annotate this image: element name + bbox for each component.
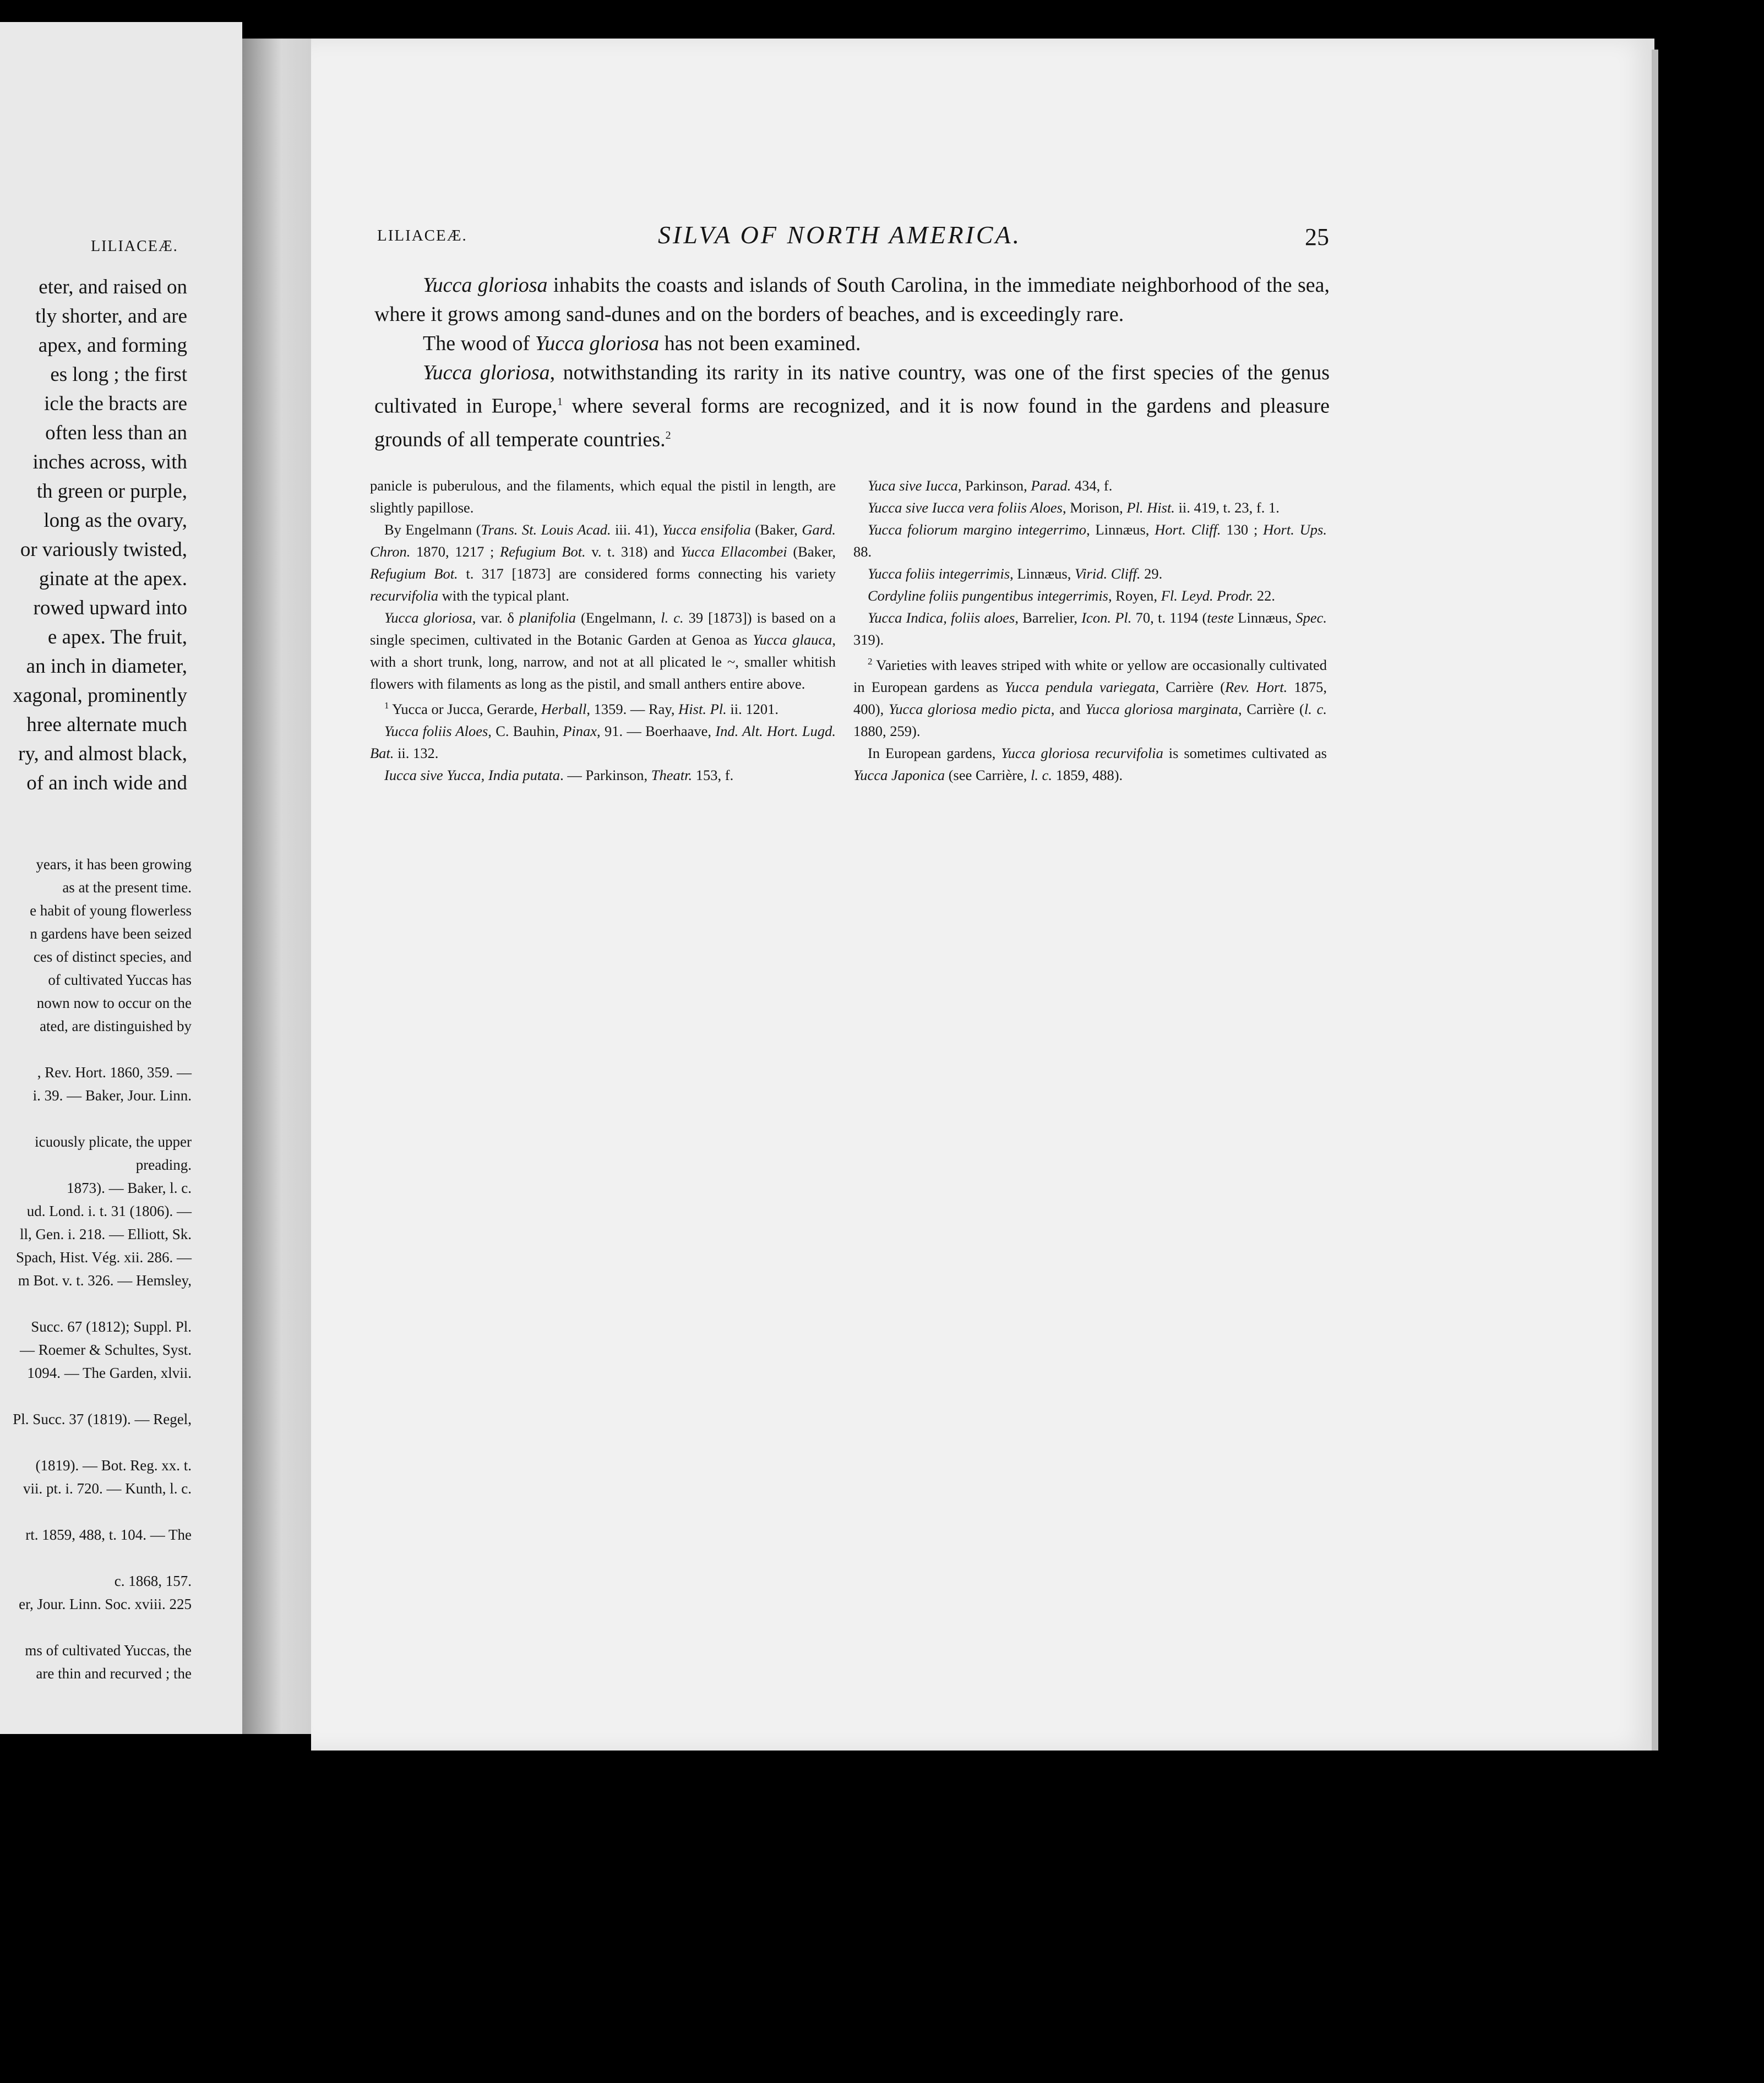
facing-page-line: e apex. The fruit, — [47, 626, 187, 648]
facing-page-note-line: , Rev. Hort. 1860, 359. — — [37, 1064, 192, 1081]
facing-page-note-line: preading. — [135, 1157, 192, 1173]
facing-page-note-line: c. 1868, 157. — [114, 1573, 192, 1589]
facing-page-line: rowed upward into — [33, 597, 187, 619]
facing-page-note-line: ud. Lond. i. t. 31 (1806). — — [26, 1203, 192, 1219]
facing-page-note-line: Succ. 67 (1812); Suppl. Pl. — [31, 1318, 192, 1335]
facing-page-note-line: of cultivated Yuccas has — [48, 972, 192, 988]
footnote-1-parkinson: Iucca sive Yucca, India putata. — Parkinson, Theatr. 153, f. — [384, 766, 734, 783]
synonym-morison: Yucca sive Iucca vera foliis Aloes, Morison, Pl. Hist. ii. 419, t. 23, f. 1. — [868, 499, 1280, 516]
facing-page-line: xagonal, prominently — [13, 684, 187, 707]
footnotes-right-column — [853, 475, 1327, 786]
note-planifolia: Yucca gloriosa, var. δ planifolia (Engelmann, l. c. 39 [1873]) is based on a single specimen, cultivated in the Botanic Garden at Genoa as Yucca glauca, with a short trunk, long, narrow, and not at all plicated le⁠ ⁠~, smaller whitish flowers with filaments as long as the pistil, and small anthers entire above. — [370, 609, 836, 692]
facing-page-note-line: rt. 1859, 488, t. 104. — The — [25, 1526, 192, 1543]
facing-page-note-line: (1819). — Bot. Reg. xx. t. — [35, 1457, 192, 1474]
facing-page-line: inches across, with — [32, 451, 187, 473]
body-text — [374, 271, 1330, 454]
facing-page-line: of an inch wide and — [26, 772, 187, 794]
gutter-shadow — [242, 39, 314, 1734]
facing-page-note-line: — Roemer & Schultes, Syst. — [20, 1342, 192, 1358]
synonym-barrelier: Yucca Indica, foliis aloes, Barrelier, Icon. Pl. 70, t. 1194 (teste Linnæus, Spec. 319). — [853, 609, 1327, 648]
facing-page — [0, 22, 242, 1734]
page-number: 25 — [1305, 223, 1329, 250]
facing-page-note-line: er, Jour. Linn. Soc. xviii. 225 — [19, 1596, 192, 1612]
facing-page-note-line: i. 39. — Baker, Jour. Linn. — [32, 1087, 192, 1104]
facing-page-note-line: e habit of young flowerless — [30, 902, 192, 919]
facing-page-line: long as the ovary, — [43, 509, 187, 532]
facing-page-note-line: 1094. — The Garden, xlvii. — [27, 1365, 192, 1381]
facing-page-line: icle the bracts are — [44, 392, 187, 415]
paragraph-2: The wood of Yucca gloriosa has not been examined. — [423, 332, 861, 355]
facing-page-line: apex, and forming — [38, 334, 187, 357]
facing-page-line: ry, and almost black, — [18, 743, 187, 765]
facing-page-note-line: m Bot. v. t. 326. — Hemsley, — [18, 1272, 192, 1289]
synonym-linnaeus-virid: Yucca foliis integerrimis, Linnæus, Virid. Cliff. 29. — [868, 565, 1163, 582]
running-header-section: LILIACEÆ. — [377, 227, 467, 244]
facing-page-note-line: are thin and recurved ; the — [36, 1665, 192, 1682]
synonym-linnaeus-hort: Yucca foliorum margino integerrimo, Linnæus, Hort. Cliff. 130 ; Hort. Ups. 88. — [853, 521, 1327, 560]
facing-page-line: eter, and raised on — [39, 276, 187, 298]
synonym-royen: Cordyline foliis pungentibus integerrimis, Royen, Fl. Leyd. Prodr. 22. — [868, 587, 1276, 604]
facing-page-line: an inch in diameter, — [26, 655, 187, 678]
footnote-1: $^1$ Yucca or Jucca, Gerarde, Herball, 1359. — Ray, Hist. Pl. ii. 1201. — [384, 700, 778, 717]
footnote-2-recurvifolia: In European gardens, Yucca gloriosa recurvifolia is sometimes cultivated as Yucca Japonica (see Carrière, l. c. 1859, 488). — [853, 744, 1327, 783]
note-continuation: panicle is puberulous, and the filaments, which equal the pistil in length, are slightly papillose. — [370, 477, 836, 516]
facing-page-note-line: nown now to occur on the — [36, 995, 192, 1011]
facing-page-line: es long ; the first — [50, 363, 187, 386]
footnotes-left-column — [370, 475, 836, 786]
facing-page-note-line: ces of distinct species, and — [33, 948, 192, 965]
facing-page-line: hree alternate much — [26, 713, 187, 736]
paragraph-1: Yucca gloriosa inhabits the coasts and islands of South Carolina, in the immediate neighborhood of the sea, where it grows among sand-dunes and on the borders of beaches, and is exceedingly rare. — [374, 274, 1330, 326]
facing-page-note-line: vii. pt. i. 720. — Kunth, l. c. — [23, 1480, 192, 1497]
facing-page-note-line: icuously plicate, the upper — [35, 1133, 192, 1150]
note-engelmann: By Engelmann (Trans. St. Louis Acad. iii. 41), Yucca ensifolia (Baker, Gard. Chron. 1870, 1217 ; Refugium Bot. v. t. 318) and Yucca Ellacombei (Baker, Refugium Bot. t. 317 [1873] are considered forms connecting his variety recurvifolia with the typical plant. — [370, 521, 836, 604]
facing-page-note-line: ll, Gen. i. 218. — Elliott, Sk. — [19, 1226, 192, 1242]
running-header-title: SILVA OF NORTH AMERICA. — [658, 221, 1022, 249]
facing-page-line: or variously twisted, — [20, 538, 187, 561]
facing-page-line: ginate at the apex. — [39, 568, 187, 590]
facing-page-note-line: as at the present time. — [62, 879, 192, 896]
facing-page-note-line: ated, are distinguished by — [40, 1018, 192, 1034]
facing-page-line: th green or purple, — [36, 480, 187, 503]
paragraph-3: Yucca gloriosa, notwithstanding its rarity in its native country, was one of the first species of the genus cultivated in Europe,$^1$ where several forms are recognized, and it is now found in the gardens and pleasure grounds of all temperate countries.$^2$ — [374, 361, 1330, 451]
facing-page-header: LILIACEÆ. — [91, 238, 178, 255]
footnote-1-bauhin: Yucca foliis Aloes, C. Bauhin, Pinax, 91. — Boerhaave, Ind. Alt. Hort. Lugd. Bat. ii. 132. — [370, 722, 836, 761]
synonym-parkinson: Yuca sive Iucca, Parkinson, Parad. 434, f. — [868, 477, 1113, 494]
page-edge — [1652, 50, 1658, 1751]
facing-page-note-line: ms of cultivated Yuccas, the — [25, 1642, 192, 1659]
facing-page-note-line: 1873). — Baker, l. c. — [67, 1180, 192, 1196]
facing-page-line: often less than an — [45, 422, 187, 444]
facing-page-note-line: n gardens have been seized — [30, 925, 192, 942]
footnote-2: $^2$ Varieties with leaves striped with white or yellow are occasionally cultivated in European gardens as Yucca pendula variegata, Carrière (Rev. Hort. 1875, 400), Yucca gloriosa medio picta, and Yucca gloriosa marginata, Carrière (l. c. 1880, 259). — [853, 656, 1327, 739]
facing-page-line: tly shorter, and are — [35, 305, 187, 328]
facing-page-note-line: years, it has been growing — [36, 856, 192, 873]
facing-page-note-line: Pl. Succ. 37 (1819). — Regel, — [13, 1411, 192, 1427]
facing-page-note-line: Spach, Hist. Vég. xii. 286. — — [16, 1249, 192, 1266]
